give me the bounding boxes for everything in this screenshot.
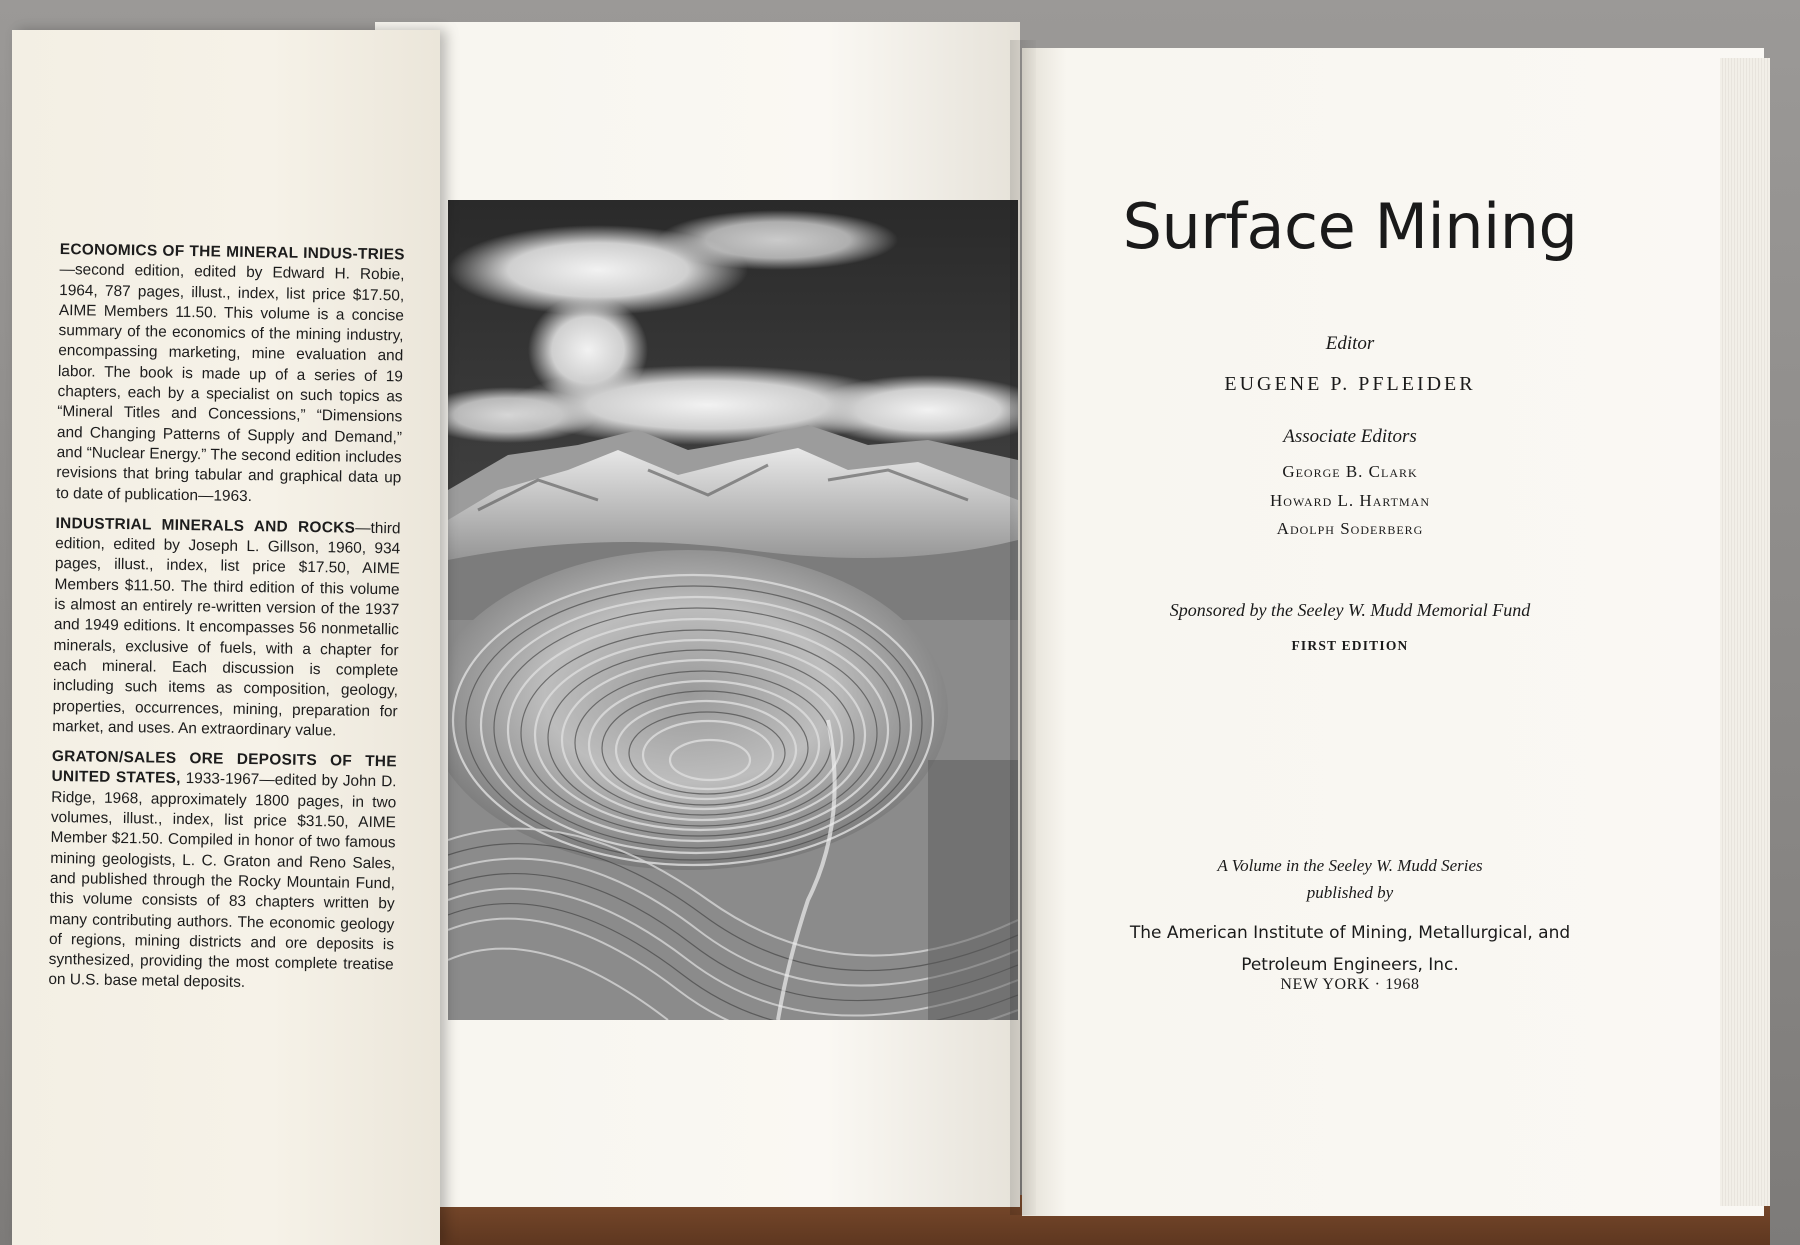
publisher-line: Petroleum Engineers, Inc. xyxy=(1241,955,1459,975)
flap-entry-title: INDUSTRIAL MINERALS AND ROCKS xyxy=(55,514,356,537)
flap-entry xyxy=(52,514,400,743)
flap-entry-body: —third edition, edited by Joseph L. Gillson, 1960, 934 pages, illust., index, list price $17.50, AIME Members $11.50. The third edition of this volume is almost an entirely re-written version of the 1937 and 1949 editions. It encompasses 56 nonmetallic minerals, exclusive of fuels, with a chapter for each mineral. Each discussion is complete including such items as composition, geology, properties, occurrences, mining, preparation for market, and uses. An extraordinary value. xyxy=(52,519,401,740)
associate-editors-label: Associate Editors xyxy=(1283,426,1417,447)
flap-book-listings xyxy=(48,240,405,1006)
edition-line: FIRST EDITION xyxy=(1291,638,1409,653)
flap-entry-title: GRATON/SALES ORE DEPOSITS OF THE UNITED STATES, xyxy=(51,748,397,788)
associate-editor: Adolph Soderberg xyxy=(1276,519,1424,538)
city-year: NEW YORK · 1968 xyxy=(1280,976,1420,993)
series-line: A Volume in the Seeley W. Mudd Series xyxy=(1217,856,1483,875)
publisher-name xyxy=(1040,917,1660,981)
flap-entry-body: —second edition, edited by Edward H. Robie, 1964, 787 pages, illust., index, list price $17.50, AIME Members 11.50. This volume is a concise summary of the economics of the mining industry, encompassing marketing, mine evaluation and labor. The book is made up of a series of 19 chapters, each by a specialist on such topics as “Mineral Titles and Concessions,” “Dimensions and Changing Patterns of Supply and Demand,” and “Nuclear Energy.” The second edition includes revisions that bring tabular and graphical data up to date of publication—1963. xyxy=(55,261,405,505)
series-line: published by xyxy=(1306,883,1394,902)
flap-entry-body: 1933-1967—edited by John D. Ridge, 1968, approximately 1800 pages, in two volumes, illust., index, list price $31.50, AIME Member $21.50. Compiled in honor of two famous mining geologists, L. C. Graton and Reno Sales, and published through the Rocky Mountain Fund, this volume consists of 83 chapters written by many contributing authors. The economic geology of regions, mining districts and ore deposits is synthesized, providing the most complete treatise on U.S. base metal deposits. xyxy=(48,770,397,992)
series-note xyxy=(1040,852,1660,906)
flap-entry xyxy=(48,747,397,996)
open-pit-mine-photograph xyxy=(448,200,1018,1020)
associate-editor: George B. Clark xyxy=(1282,462,1418,481)
book-title: Surface Mining xyxy=(1122,190,1578,263)
editor-label: Editor xyxy=(1325,333,1375,354)
associate-editors-list xyxy=(1040,458,1660,544)
flap-entry xyxy=(56,240,405,509)
book-gutter-shadow xyxy=(1010,40,1036,1215)
flap-entry-title: ECONOMICS OF THE MINERAL INDUS-TRIES xyxy=(59,240,405,264)
editor-name: EUGENE P. PFLEIDER xyxy=(1224,373,1476,395)
page-block-edges xyxy=(1720,58,1770,1206)
publisher-line: The American Institute of Mining, Metallurgical, and xyxy=(1129,923,1571,943)
associate-editor: Howard L. Hartman xyxy=(1270,490,1430,510)
dust-jacket-flap xyxy=(12,30,440,1245)
sponsor-line: Sponsored by the Seeley W. Mudd Memorial Fund xyxy=(1169,600,1531,620)
